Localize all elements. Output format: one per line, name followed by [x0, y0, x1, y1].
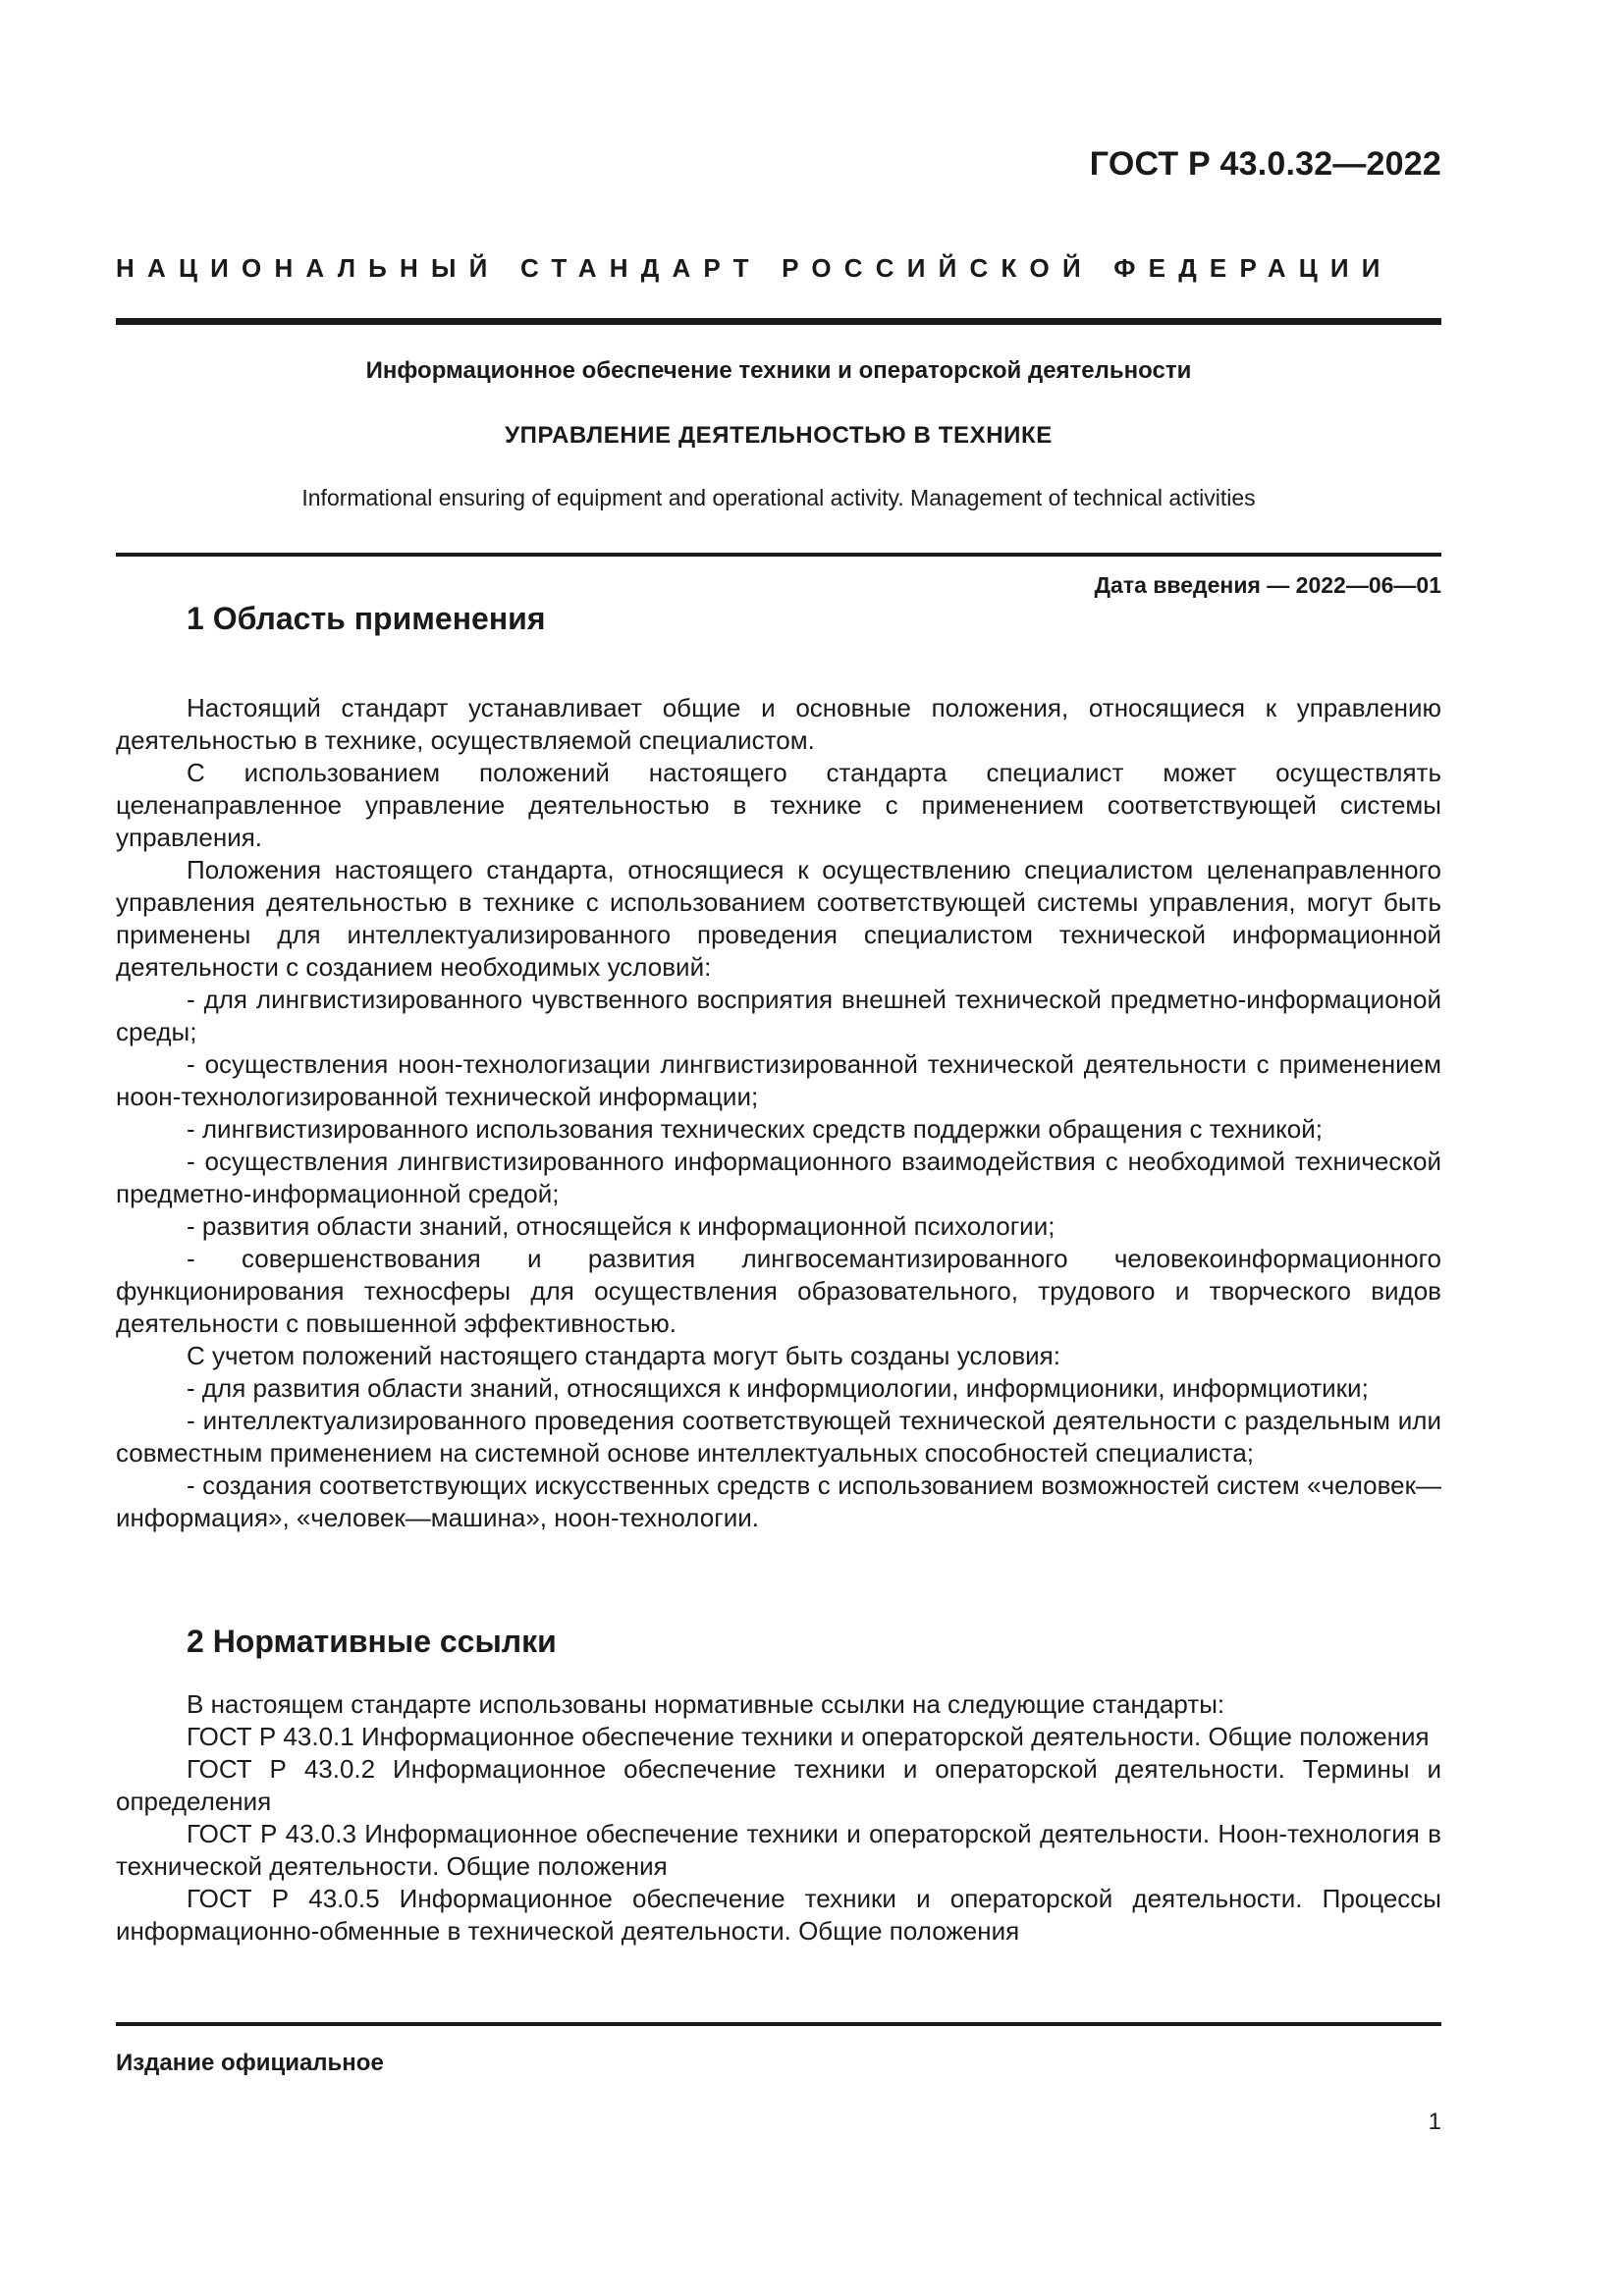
- list-item: - лингвистизированного использования технических средств поддержки обращения с техникой;: [187, 1114, 1323, 1144]
- list-item: - создания соответствующих искусственных средств с использованием возможностей систем «человек—информация», «человек—машина», ноон-технологии.: [116, 1470, 1441, 1532]
- list-item: - интеллектуализированного проведения соответствующей технической деятельности с раздельным или совместным применением на системной основе интеллектуальных способностей специалиста;: [116, 1406, 1441, 1468]
- paragraph: Положения настоящего стандарта, относящиеся к осуществлению специалистом целенаправленного управления деятельностью в технике с использованием соответствующей системы управления, могут быть применены для интеллектуализированного проведения специалистом технической информационной деятельности с созданием необходимых условий:: [116, 855, 1441, 982]
- document-title-ru: УПРАВЛЕНИЕ ДЕЯТЕЛЬНОСТЬЮ В ТЕХНИКЕ: [505, 422, 1053, 449]
- reference-item: ГОСТ Р 43.0.5 Информационное обеспечение техники и операторской деятельности. Процессы информационно-обменные в технической деятельности. Общие положения: [116, 1884, 1441, 1946]
- reference-item: ГОСТ Р 43.0.1 Информационное обеспечение техники и операторской деятельности. Общие положения: [187, 1722, 1430, 1751]
- list-item: - осуществления ноон-технологизации лингвистизированной технической деятельности с применением ноон-технологизированной технической информации;: [116, 1049, 1441, 1111]
- section-1-heading: 1 Область применения: [187, 601, 546, 636]
- paragraph: В настоящем стандарте использованы нормативные ссылки на следующие стандарты:: [187, 1689, 1225, 1719]
- title-divider: [116, 553, 1441, 557]
- document-subtitle: Информационное обеспечение техники и операторской деятельности: [365, 357, 1192, 384]
- page-number: 1: [1428, 2109, 1441, 2135]
- paragraph: С использованием положений настоящего стандарта специалист может осуществлять целенаправленное управление деятельностью в технике с применением соответствующей системы управления.: [116, 758, 1441, 852]
- list-item: - для развития области знаний, относящихся к информциологии, информционики, информциотики;: [187, 1373, 1369, 1403]
- document-number: ГОСТ Р 43.0.32—2022: [1089, 145, 1441, 183]
- paragraph: Настоящий стандарт устанавливает общие и основные положения, относящиеся к управлению деятельностью в технике, осуществляемой специалистом.: [116, 693, 1441, 755]
- list-item: - развития области знаний, относящейся к информационной психологии;: [187, 1211, 1056, 1241]
- list-item: - совершенствования и развития лингвосемантизированного человекоинформационного функционирования техносферы для осуществления образовательного, трудового и творческого видов деятельности с повышенной эффективностью.: [116, 1244, 1441, 1338]
- official-edition-label: Издание официальное: [116, 2050, 384, 2076]
- list-item: - для лингвистизированного чувственного восприятия внешней технической предметно-информационой среды;: [116, 985, 1441, 1046]
- section-1-body: [116, 692, 1441, 1534]
- section-2-body: [116, 1688, 1441, 1948]
- standard-type-banner: НАЦИОНАЛЬНЫЙ СТАНДАРТ РОССИЙСКОЙ ФЕДЕРАЦИИ: [116, 253, 1393, 283]
- list-item: - осуществления лингвистизированного информационного взаимодействия с необходимой технической предметно-информационной средой;: [116, 1147, 1441, 1208]
- reference-item: ГОСТ Р 43.0.3 Информационное обеспечение техники и операторской деятельности. Ноон-технология в технической деятельности. Общие положения: [116, 1819, 1441, 1881]
- footer-divider: [116, 2022, 1441, 2026]
- introduction-date: Дата введения — 2022—06—01: [1094, 572, 1441, 598]
- document-title-en: Informational ensuring of equipment and operational activity. Management of technical activities: [301, 485, 1256, 510]
- header-divider: [116, 318, 1441, 325]
- paragraph: С учетом положений настоящего стандарта могут быть созданы условия:: [187, 1341, 1060, 1370]
- reference-item: ГОСТ Р 43.0.2 Информационное обеспечение техники и операторской деятельности. Термины и определения: [116, 1754, 1441, 1816]
- section-2-heading: 2 Нормативные ссылки: [187, 1624, 557, 1659]
